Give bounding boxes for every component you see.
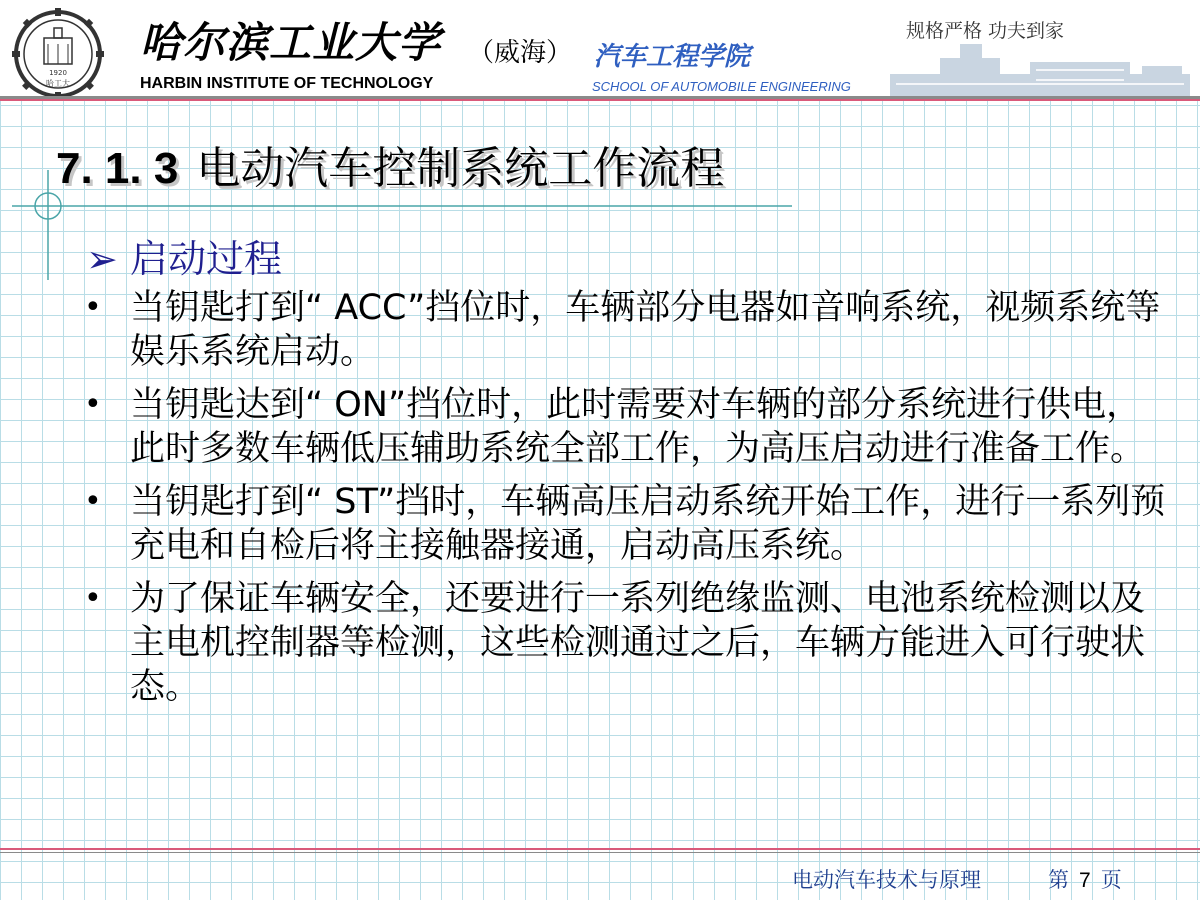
list-item [82, 286, 1172, 374]
page-prefix: 第 [1048, 868, 1069, 892]
slide-title [56, 132, 724, 196]
page-indicator [1048, 864, 1122, 894]
campus-skyline-icon [880, 36, 1200, 98]
footer-divider [0, 852, 1200, 853]
bullet-icon: • [84, 290, 102, 325]
school-name-cn: 汽车工程学院 [594, 42, 751, 72]
bullet-icon: • [84, 484, 102, 519]
logo-text: 哈工大 [46, 79, 70, 88]
list-item-text: 为了保证车辆安全，还要进行一系列绝缘监测、电池系统检测以及主电机控制器等检测，这些检测通过之后，车辆方能进入可行驶状态。 [130, 579, 1146, 707]
footer-divider-accent [0, 848, 1200, 850]
page-suffix: 页 [1100, 868, 1122, 892]
course-name: 电动汽车技术与原理 [792, 868, 981, 892]
bullet-icon: • [84, 387, 102, 422]
subhead-text: 启动过程 [130, 237, 283, 281]
bullet-icon: • [84, 581, 102, 616]
list-item [82, 383, 1172, 471]
section-number: 7. 1. 3 [56, 144, 179, 193]
header-divider-accent [0, 99, 1200, 101]
university-logo-icon [12, 8, 104, 100]
list-item-text: 当钥匙打到“ ST”挡时，车辆高压启动系统开始工作，进行一系列预充电和自检后将主接触器接通，启动高压系统。 [130, 482, 1166, 566]
logo-year: 1920 [49, 69, 67, 77]
page-number: 7 [1079, 869, 1091, 892]
header-banner [0, 0, 1200, 100]
list-item-text: 当钥匙打到“ ACC”挡位时，车辆部分电器如音响系统，视频系统等娱乐系统启动。 [130, 288, 1161, 372]
university-branch: （威海） [468, 38, 573, 68]
motto: 规格严格 功夫到家 [906, 20, 1065, 42]
school-name-en: SCHOOL OF AUTOMOBILE ENGINEERING [592, 79, 851, 94]
university-name-en: HARBIN INSTITUTE OF TECHNOLOGY [140, 75, 434, 92]
bullet-list [82, 286, 1172, 718]
title-text: 电动汽车控制系统工作流程 [196, 143, 725, 194]
list-item [82, 577, 1172, 709]
list-item-text: 当钥匙达到“ ON”挡位时，此时需要对车辆的部分系统进行供电，此时多数车辆低压辅助系统全部工作，为高压启动进行准备工作。 [130, 385, 1146, 469]
subhead [86, 228, 282, 283]
list-item [82, 480, 1172, 568]
arrow-bullet-icon: ➢ [86, 237, 118, 281]
university-name-cn: 哈尔滨工业大学 [140, 18, 442, 67]
